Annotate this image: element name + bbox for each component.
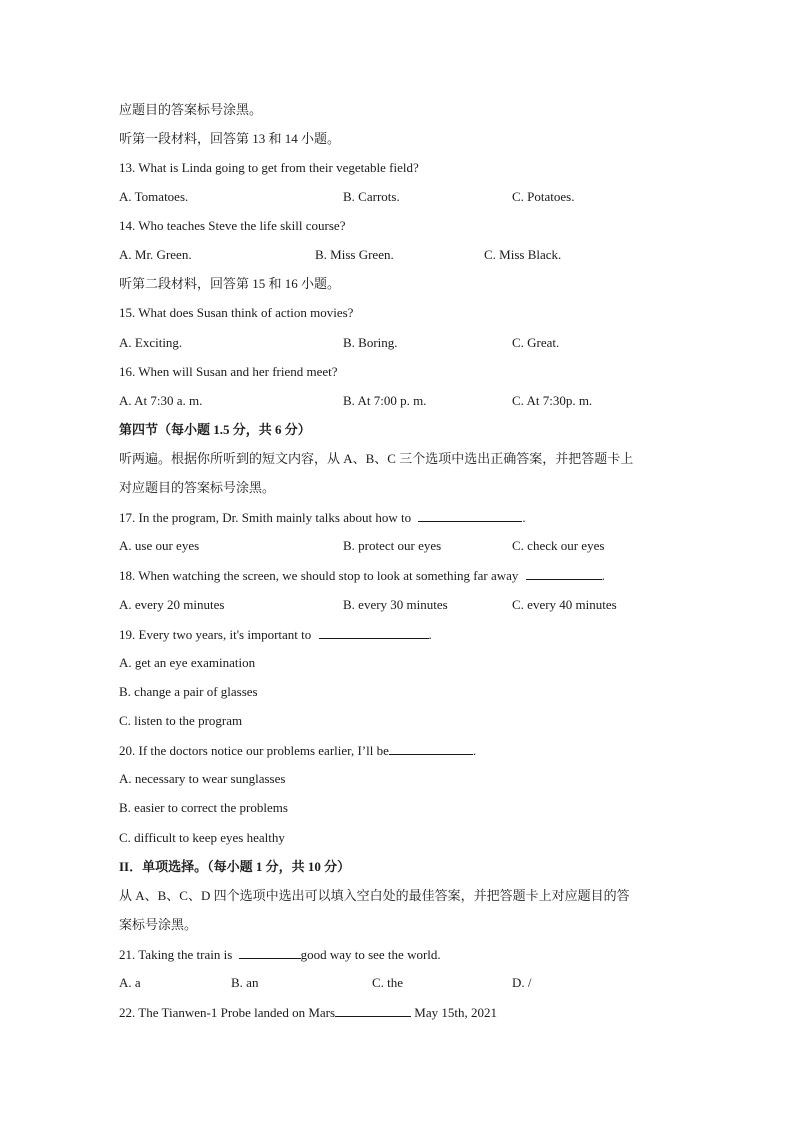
option-17c: C. check our eyes: [512, 538, 605, 553]
option-17b: B. protect our eyes: [343, 538, 442, 553]
option-18c: C. every 40 minutes: [512, 597, 617, 612]
period: .: [601, 568, 605, 583]
option-19c: C. listen to the program: [119, 713, 243, 728]
question-21-tail: good way to see the world.: [300, 947, 441, 962]
question-21-text: 21. Taking the train is: [119, 947, 233, 962]
option-19a: A. get an eye examination: [119, 655, 256, 670]
option-18a: A. every 20 minutes: [119, 597, 225, 612]
option-21d: D. /: [512, 975, 532, 990]
question-13: 13. What is Linda going to get from their vegetable field?: [119, 160, 419, 175]
answer-blank: [389, 742, 473, 755]
section-heading-4: 第四节（每小题 1.5 分，共 6 分）: [119, 422, 311, 437]
option-16a: A. At 7:30 a. m.: [119, 393, 203, 408]
option-14a: A. Mr. Green.: [119, 247, 192, 262]
option-20a: A. necessary to wear sunglasses: [119, 771, 286, 786]
section-ii-instruction-1: 从 A、B、C、D 四个选项中选出可以填入空白处的最佳答案，并把答题卡上对应题目的答: [119, 888, 630, 903]
option-21c: C. the: [372, 975, 404, 990]
question-20-text: 20. If the doctors notice our problems earlier, I’ll be: [119, 743, 389, 758]
question-14: 14. Who teaches Steve the life skill course?: [119, 218, 346, 233]
question-17-text: 17. In the program, Dr. Smith mainly talks about how to: [119, 510, 412, 525]
instruction-tail: 应题目的答案标号涂黑。: [119, 102, 263, 117]
question-21: [119, 946, 441, 963]
section-heading-ii: II．单项选择。（每小题 1 分，共 10 分）: [119, 859, 351, 874]
answer-blank: [319, 626, 429, 639]
period: .: [472, 743, 477, 758]
option-18b: B. every 30 minutes: [343, 597, 448, 612]
question-18-text: 18. When watching the screen, we should stop to look at something far away: [119, 568, 519, 583]
section-4-instruction-2: 对应题目的答案标号涂黑。: [119, 480, 276, 495]
answer-blank: [239, 946, 301, 959]
question-17: [119, 509, 526, 526]
answer-blank: [335, 1004, 411, 1017]
question-18: [119, 567, 605, 584]
section-4-instruction-1: 听两遍。根据你所听到的短文内容，从 A、B、C 三个选项中选出正确答案，并把答题卡上: [119, 451, 634, 466]
question-20: [119, 742, 476, 759]
answer-blank: [526, 567, 602, 580]
option-21b: B. an: [231, 975, 259, 990]
option-21a: A. a: [119, 975, 141, 990]
option-13b: B. Carrots.: [343, 189, 400, 204]
question-15: 15. What does Susan think of action movies?: [119, 305, 354, 320]
option-14c: C. Miss Black.: [484, 247, 562, 262]
question-19: [119, 626, 432, 643]
option-16c: C. At 7:30p. m.: [512, 393, 593, 408]
option-14b: B. Miss Green.: [315, 247, 394, 262]
question-16: 16. When will Susan and her friend meet?: [119, 364, 338, 379]
option-17a: A. use our eyes: [119, 538, 200, 553]
question-22: [119, 1004, 497, 1021]
option-20b: B. easier to correct the problems: [119, 800, 288, 815]
section-instruction-1: 听第一段材料，回答第 13 和 14 小题。: [119, 131, 341, 146]
period: .: [428, 627, 432, 642]
option-20c: C. difficult to keep eyes healthy: [119, 830, 285, 845]
section-instruction-2: 听第二段材料，回答第 15 和 16 小题。: [119, 276, 341, 291]
option-15b: B. Boring.: [343, 335, 398, 350]
question-22-text: 22. The Tianwen-1 Probe landed on Mars: [119, 1005, 336, 1020]
option-15a: A. Exciting.: [119, 335, 183, 350]
option-13a: A. Tomatoes.: [119, 189, 189, 204]
question-19-text: 19. Every two years, it's important to: [119, 627, 312, 642]
option-16b: B. At 7:00 p. m.: [343, 393, 427, 408]
option-15c: C. Great.: [512, 335, 560, 350]
section-ii-instruction-2: 案标号涂黑。: [119, 917, 198, 932]
option-19b: B. change a pair of glasses: [119, 684, 258, 699]
period: .: [522, 510, 526, 525]
question-22-tail: May 15th, 2021: [414, 1005, 497, 1020]
option-13c: C. Potatoes.: [512, 189, 575, 204]
answer-blank: [418, 509, 522, 522]
